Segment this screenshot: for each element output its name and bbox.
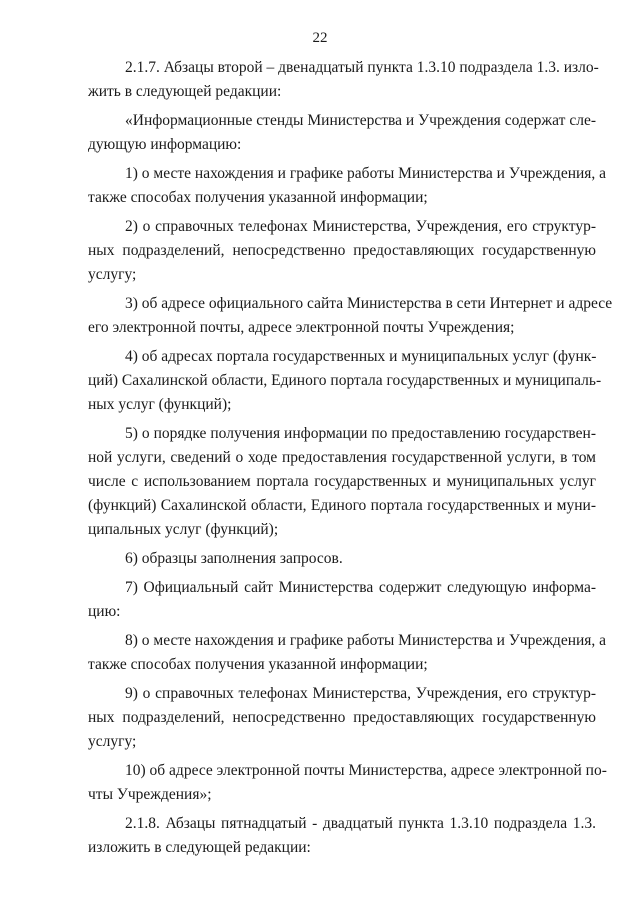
paragraph-line: также способах получения указанной информации; [88, 656, 428, 673]
paragraph-line: чты Учреждения»; [88, 786, 212, 803]
paragraph-line: ной услуги, сведений о ходе предоставления государственной услуги, в том [88, 449, 596, 466]
paragraph-line: 7) Официальный сайт Министерства содержит следующую информа- [125, 579, 596, 596]
paragraph-line: ций) Сахалинской области, Единого портала государственных и муниципаль- [88, 372, 602, 389]
paragraph-line: 6) образцы заполнения запросов. [125, 550, 343, 567]
paragraph-line: 2.1.7. Абзацы второй – двенадцатый пункта 1.3.10 подраздела 1.3. изло- [125, 59, 599, 76]
paragraph-line: числе с использованием портала государственных и муниципальных услуг [88, 473, 596, 490]
paragraph [88, 345, 602, 417]
paragraph-line: (функций) Сахалинской области, Единого портала государственных и муни- [88, 497, 596, 514]
paragraph-line: 5) о порядке получения информации по предоставлению государствен- [125, 425, 596, 442]
paragraph-line: 8) о месте нахождения и графике работы Министерства и Учреждения, а [125, 632, 607, 649]
paragraph-line: 2.1.8. Абзацы пятнадцатый - двадцатый пункта 1.3.10 подраздела 1.3. [125, 815, 596, 832]
paragraph-line: 9) о справочных телефонах Министерства, Учреждения, его структур- [125, 685, 596, 702]
paragraph-line: 10) об адресе электронной почты Министерства, адресе электронной по- [125, 762, 607, 779]
paragraph-line: ных подразделений, непосредственно предоставляющих государственную [88, 242, 596, 259]
paragraph [88, 547, 596, 571]
paragraph-line: услугу; [88, 733, 137, 750]
paragraph-line: 2) о справочных телефонах Министерства, Учреждения, его структур- [125, 218, 596, 235]
paragraph [88, 812, 596, 860]
paragraph-line: 4) об адресах портала государственных и муниципальных услуг (функ- [125, 348, 597, 365]
paragraph-line: также способах получения указанной информации; [88, 189, 428, 206]
paragraph [88, 576, 596, 624]
document-body [88, 56, 613, 865]
page-number: 22 [312, 30, 328, 46]
paragraph-line: изложить в следующей редакции: [88, 839, 311, 856]
paragraph-line: его электронной почты, адресе электронной почты Учреждения; [88, 319, 515, 336]
paragraph-line: ципальных услуг (функций); [88, 521, 279, 538]
paragraph [88, 56, 599, 104]
paragraph [88, 422, 596, 542]
paragraph [88, 629, 607, 677]
paragraph [88, 109, 596, 157]
paragraph-line: 1) о месте нахождения и графике работы Министерства и Учреждения, а [125, 165, 607, 182]
paragraph-line: «Информационные стенды Министерства и Учреждения содержат сле- [125, 112, 596, 129]
paragraph-line: дующую информацию: [88, 136, 242, 153]
paragraph [88, 682, 596, 754]
paragraph [88, 162, 607, 210]
paragraph-line: услугу; [88, 266, 137, 283]
paragraph-line: ных подразделений, непосредственно предоставляющих государственную [88, 709, 596, 726]
paragraph-line: жить в следующей редакции: [88, 83, 282, 100]
paragraph [88, 759, 607, 807]
paragraph-line: цию: [88, 603, 121, 620]
paragraph [88, 215, 596, 287]
paragraph-line: ных услуг (функций); [88, 396, 232, 413]
paragraph [88, 292, 613, 340]
paragraph-line: 3) об адресе официального сайта Министерства в сети Интернет и адресе [125, 295, 613, 312]
